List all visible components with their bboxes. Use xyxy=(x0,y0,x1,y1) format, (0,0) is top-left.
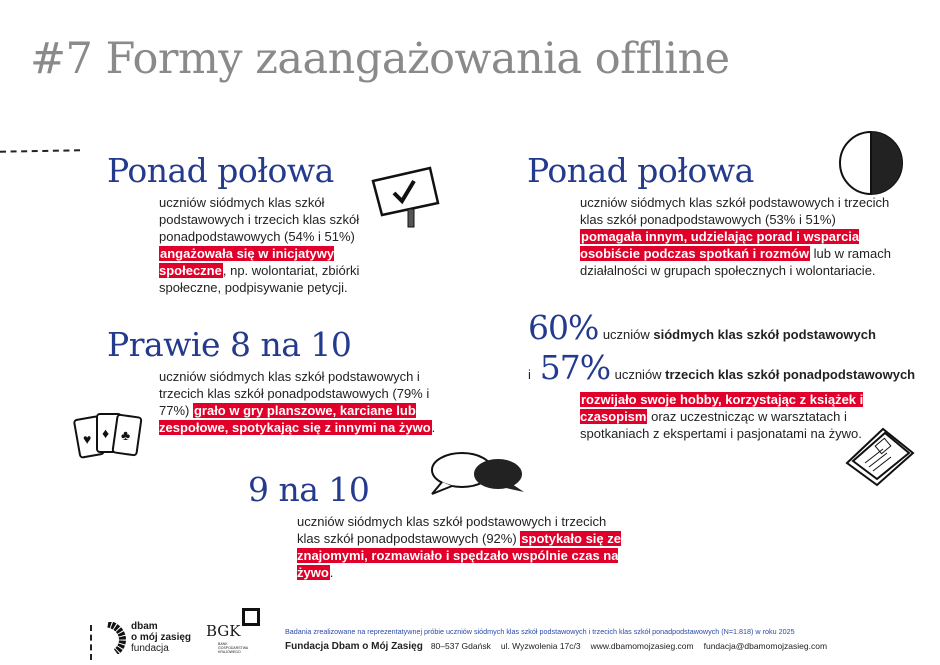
section3-heading: Prawie 8 na 10 xyxy=(107,325,352,364)
dashed-line xyxy=(0,149,80,152)
playing-cards-icon xyxy=(73,408,145,466)
logo-text: dbam xyxy=(131,621,158,632)
bgk-logo-square xyxy=(242,608,260,626)
bgk-logo: BGK xyxy=(206,622,241,640)
svg-text:♦: ♦ xyxy=(102,425,110,441)
dbam-logo xyxy=(131,621,191,654)
text: uczniów siódmych klas szkół podstawowych i trzecich klas szkół ponadpodstawowych (79% i 77%) xyxy=(159,369,430,418)
org-name: Fundacja Dbam o Mój Zasięg xyxy=(285,641,423,652)
highlight: angażowała się w inicjatywy społeczne xyxy=(159,246,335,278)
highlight: spotykało się ze znajomymi, rozmawiało i spędzało wspólnie czas na żywo xyxy=(297,531,621,580)
text: uczniów siódmych klas szkół podstawowych i trzecich klas szkół ponadpodstawowych (54% i 51%) xyxy=(159,195,360,244)
stat-60: 60% xyxy=(528,308,599,347)
text: , np. wolontariat, zbiórki społeczne, podpisywanie petycji. xyxy=(159,263,360,295)
text: lub w ramach działalności w grupach społecznych i wolontariacie. xyxy=(580,246,891,278)
text: . xyxy=(329,565,334,580)
address: 80–537 Gdańsk xyxy=(430,641,491,651)
bgk-logo-sub: BANK GOSPODARSTWA KRAJOWEGO xyxy=(218,642,249,654)
stat-row-1 xyxy=(528,310,876,346)
text: uczniów xyxy=(602,327,654,342)
sign-checkmark-icon xyxy=(370,163,442,228)
section5-heading: 9 na 10 xyxy=(248,470,370,509)
text: uczniów xyxy=(614,367,666,382)
logo-text: o mój zasięg xyxy=(131,632,192,643)
stat-57: 57% xyxy=(539,348,611,387)
section3-text xyxy=(159,368,449,436)
highlight: pomagała innym, udzielając porad i wsparcia osobiście podczas spotkań i rozmów xyxy=(580,229,860,261)
highlight: grało w gry planszowe, karciane lub zespołowe, spotykając się z innymi na żywo xyxy=(159,403,431,435)
footer-contact xyxy=(285,640,837,653)
dbam-logo-mark xyxy=(106,622,128,654)
street: ul. Wyzwolenia 17c/3 xyxy=(500,641,581,651)
website-link[interactable]: www.dbamomojzasieg.com xyxy=(590,641,694,651)
stat-row-2 xyxy=(528,350,915,386)
text: uczniów siódmych klas szkół podstawowych i trzecich klas szkół ponadpodstawowych (53% i 51%) xyxy=(580,195,890,227)
logo-text: fundacja xyxy=(131,643,169,654)
dashed-arrow xyxy=(90,625,92,660)
section1-heading: Ponad połowa xyxy=(107,151,334,190)
speech-bubbles-icon xyxy=(426,448,528,498)
text: siódmych klas szkół podstawowych xyxy=(653,327,876,342)
page-title: #7 Formy zaangażowania offline xyxy=(30,34,730,84)
section2-text xyxy=(580,194,900,279)
text: i xyxy=(528,367,531,382)
section1-text xyxy=(159,194,384,296)
email-link[interactable]: fundacja@dbamomojzasieg.com xyxy=(703,641,828,651)
pie-chart-icon xyxy=(836,128,908,198)
svg-text:♣: ♣ xyxy=(121,427,131,443)
text: uczniów siódmych klas szkół podstawowych i trzecich klas szkół ponadpodstawowych (92%) xyxy=(297,514,607,546)
section4-text xyxy=(580,391,880,442)
text: . xyxy=(431,420,436,435)
footer-note: Badania zrealizowane na reprezentatywnej próbie uczniów siódmych klas szkół podstawowych i trzecich klas szkół ponadpodstawowych (N=1.818) w roku 2025 xyxy=(285,627,795,636)
section5-text xyxy=(297,513,627,581)
text: oraz uczestnicząc w warsztatach i spotkaniach z ekspertami i pasjonatami na żywo. xyxy=(580,409,862,441)
highlight: rozwijało swoje hobby, korzystając z książek i czasopism xyxy=(580,392,864,424)
magazine-icon xyxy=(843,423,918,488)
section2-heading: Ponad połowa xyxy=(527,151,754,190)
svg-text:♥: ♥ xyxy=(83,431,92,447)
text: trzecich klas szkół ponadpodstawowych xyxy=(665,367,916,382)
